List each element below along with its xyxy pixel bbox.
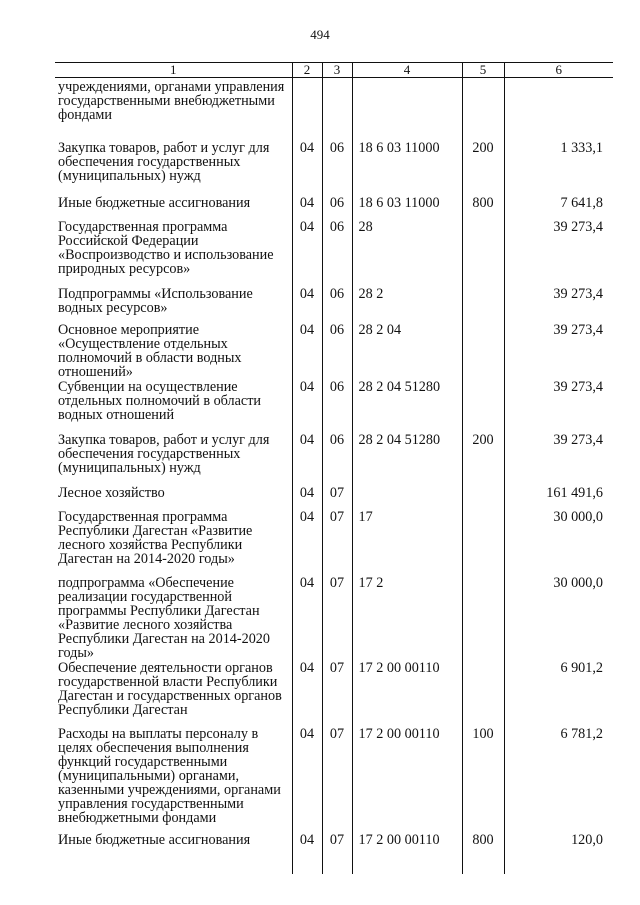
- table-row: [55, 286, 613, 322]
- table-row: [55, 322, 613, 379]
- row-name: Закупка товаров, работ и услуг для обеспечения государственных (муниципальных) нужд: [58, 431, 270, 476]
- row-expense-type: [462, 379, 504, 432]
- row-section: 04: [292, 485, 322, 509]
- table-row: [55, 485, 613, 509]
- row-section: 04: [292, 140, 322, 195]
- row-subsection: 07: [322, 726, 352, 832]
- row-name: Основное мероприятие «Осуществление отдельных полномочий в области водных отношений»: [58, 321, 242, 380]
- column-header-name: 1: [55, 63, 292, 78]
- row-target-article: 28 2: [352, 286, 462, 322]
- row-name: Лесное хозяйство: [58, 484, 165, 501]
- row-target-article: 28 2 04: [352, 322, 462, 379]
- table-row: [55, 726, 613, 832]
- row-subsection: 07: [322, 832, 352, 874]
- row-target-article: 18 6 03 11000: [352, 140, 462, 195]
- row-name: Обеспечение деятельности органов государственной власти Республики Дагестан и государственных органов Республики Дагестан: [58, 659, 282, 718]
- table-row: [55, 432, 613, 485]
- row-name: Государственная программа Республики Дагестан «Развитие лесного хозяйства Республики Дагестан на 2014-2020 годы»: [58, 508, 253, 567]
- row-amount: 39 273,4: [504, 379, 613, 432]
- row-expense-type: 800: [462, 195, 504, 219]
- row-name: учреждениями, органами управления государственными внебюджетными фондами: [58, 79, 285, 123]
- row-target-article: 17 2 00 00110: [352, 660, 462, 726]
- row-target-article: 18 6 03 11000: [352, 195, 462, 219]
- table-row: [55, 832, 613, 874]
- row-amount: 39 273,4: [504, 432, 613, 485]
- row-subsection: 07: [322, 485, 352, 509]
- page-number: 494: [310, 27, 330, 42]
- row-target-article: 28 2 04 51280: [352, 379, 462, 432]
- row-section: 04: [292, 509, 322, 575]
- row-name: Расходы на выплаты персоналу в целях обеспечения выполнения функций государственными (муниципальными) органами, казенными учреждениями, органами управления государственными внебюджетными фондами: [58, 725, 281, 826]
- row-section: 04: [292, 726, 322, 832]
- row-name: Закупка товаров, работ и услуг для обеспечения государственных (муниципальных) нужд: [58, 139, 270, 184]
- row-section: 04: [292, 322, 322, 379]
- row-target-article: 17 2 00 00110: [352, 726, 462, 832]
- row-section: 04: [292, 379, 322, 432]
- row-subsection: 06: [322, 322, 352, 379]
- row-target-article: 17 2: [352, 575, 462, 660]
- budget-table: [55, 62, 613, 874]
- row-section: 04: [292, 575, 322, 660]
- column-header-subsection: 3: [322, 63, 352, 78]
- table-row: [55, 379, 613, 432]
- row-amount: 1 333,1: [504, 140, 613, 195]
- row-subsection: 07: [322, 509, 352, 575]
- table-row: [55, 575, 613, 660]
- table-row: [55, 660, 613, 726]
- row-amount: 30 000,0: [504, 575, 613, 660]
- table-row: [55, 509, 613, 575]
- column-header-amount: 6: [504, 63, 613, 78]
- row-subsection: 06: [322, 432, 352, 485]
- row-subsection: 07: [322, 660, 352, 726]
- row-subsection: 07: [322, 575, 352, 660]
- table-row: [55, 219, 613, 286]
- row-expense-type: [462, 219, 504, 286]
- row-target-article: 17: [352, 509, 462, 575]
- row-expense-type: [462, 660, 504, 726]
- row-target-article: 28: [352, 219, 462, 286]
- row-expense-type: [462, 286, 504, 322]
- row-subsection: 06: [322, 219, 352, 286]
- row-expense-type: [462, 509, 504, 575]
- row-section: 04: [292, 219, 322, 286]
- row-section: 04: [292, 660, 322, 726]
- table-row: [55, 140, 613, 195]
- column-header-expense-type: 5: [462, 63, 504, 78]
- row-expense-type: 800: [462, 832, 504, 874]
- row-section: 04: [292, 195, 322, 219]
- row-subsection: 06: [322, 286, 352, 322]
- row-expense-type: [462, 322, 504, 379]
- row-target-article: [352, 485, 462, 509]
- row-amount: 39 273,4: [504, 322, 613, 379]
- row-expense-type: [462, 485, 504, 509]
- row-expense-type: 100: [462, 726, 504, 832]
- row-expense-type: 200: [462, 432, 504, 485]
- row-target-article: 28 2 04 51280: [352, 432, 462, 485]
- row-target-article: 17 2 00 00110: [352, 832, 462, 874]
- column-header-section: 2: [292, 63, 322, 78]
- row-subsection: 06: [322, 195, 352, 219]
- row-amount: 30 000,0: [504, 509, 613, 575]
- row-name: Подпрограммы «Использование водных ресурсов»: [58, 285, 253, 316]
- row-amount: 6 781,2: [504, 726, 613, 832]
- table-row: [55, 195, 613, 219]
- row-amount: 120,0: [504, 832, 613, 874]
- row-name: Субвенции на осуществление отдельных полномочий в области водных отношений: [58, 378, 261, 423]
- row-section: 04: [292, 832, 322, 874]
- row-subsection: 06: [322, 379, 352, 432]
- row-section: 04: [292, 432, 322, 485]
- row-amount: 39 273,4: [504, 286, 613, 322]
- column-header-target-article: 4: [352, 63, 462, 78]
- row-amount: 161 491,6: [504, 485, 613, 509]
- row-expense-type: 200: [462, 140, 504, 195]
- row-name: Иные бюджетные ассигнования: [58, 831, 251, 848]
- row-name: подпрограмма «Обеспечение реализации государственной программы Республики Дагестан «Развитие лесного хозяйства Республики Дагестан на 2014-2020 годы»: [58, 574, 270, 661]
- row-subsection: 06: [322, 140, 352, 195]
- row-section: 04: [292, 286, 322, 322]
- header-row: [55, 63, 613, 78]
- continuation-row: [55, 78, 613, 140]
- row-name: Иные бюджетные ассигнования: [58, 194, 251, 211]
- row-amount: 7 641,8: [504, 195, 613, 219]
- row-expense-type: [462, 575, 504, 660]
- row-amount: 39 273,4: [504, 219, 613, 286]
- row-name: Государственная программа Российской Федерации «Воспроизводство и использование природных ресурсов»: [58, 218, 274, 277]
- row-amount: 6 901,2: [504, 660, 613, 726]
